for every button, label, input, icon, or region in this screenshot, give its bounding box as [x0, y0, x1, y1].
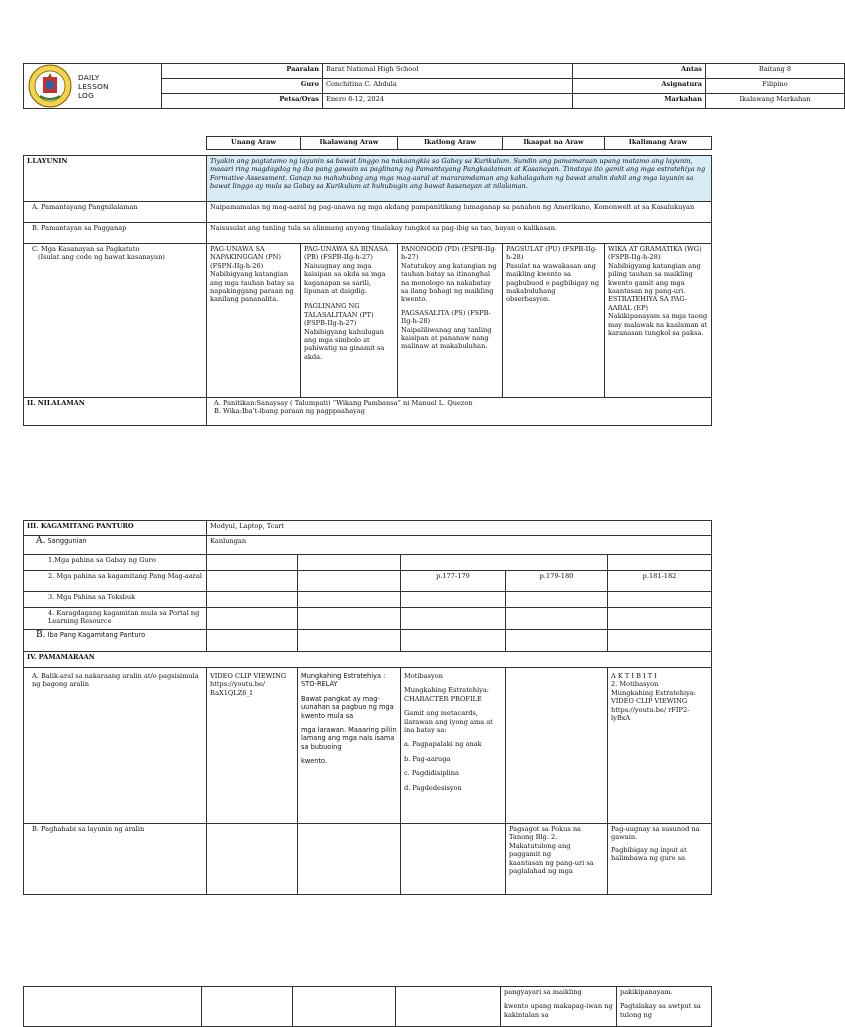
karagdagang-d1 — [207, 608, 298, 630]
teksbuk-d5 — [608, 592, 712, 608]
a-d3-line-5: b. Pag-aaruga — [404, 754, 451, 763]
petsa-label: Petsa/Oras — [162, 94, 323, 109]
main-table-3 — [23, 986, 712, 1027]
kasanayan-sub: (Isulat ang code ng bawat kasanayan) — [38, 253, 165, 262]
pangnilalaman-text: Naipamamalas ng mag-aaral ng pag-unawa ng mga akdang pampanitikang lumaganap sa panahon ng Amerikano, Komonwelt at sa Kasalukuyan — [207, 202, 712, 223]
gabay-d5 — [608, 555, 712, 571]
day-header-3: Ikatlong Araw — [398, 137, 503, 150]
a-d3-line-1: Motibasyon — [404, 672, 443, 680]
nilalaman-a: A. Panitikan:Sanaysay ( Talumpati) “Wikang Pambansa” ni Manuel L. Quezon — [214, 399, 473, 407]
deped-seal-icon — [28, 64, 72, 108]
kasanayan-d4-text: Pasulat na wawakasan ang maikling kwento sa pagbubuod o pagbibigay ng makabuluhang obserbasyon. — [506, 261, 600, 304]
kasanayan-d5-code-2: ESTRATEHIYA SA PAG-AARAL (EP) — [608, 295, 687, 312]
antas-label: Antas — [573, 64, 706, 79]
iba-text: Iba Pang Kagamitang Panturo — [47, 631, 146, 639]
karagdagang-d2 — [298, 608, 401, 630]
kasanayan-d5-code-1: WIKA AT GRAMATIKA (WG) (FSPB-IIg-h-28) — [608, 245, 702, 262]
day-header-4: Ikaapat na Araw — [503, 137, 605, 150]
iba-letter: B. — [36, 630, 46, 640]
cont-d4 — [501, 987, 617, 1027]
gabay-d1 — [207, 555, 298, 571]
main-table-2 — [23, 520, 712, 895]
nilalaman-text — [207, 398, 712, 426]
a-d3-line-3: Gamit ang metacards, ilarawan ang iyong ama at ina batay sa: — [404, 709, 493, 735]
balik-aral-d2 — [298, 668, 401, 824]
balik-aral-d3 — [401, 668, 506, 824]
a-d3-line-4: a. Pagpapalaki ng anak — [404, 740, 482, 749]
b-d4-line-2: Makatutulong ang paggamit ng — [509, 841, 571, 859]
balik-aral-label: A. Balik-aral sa nakaraang aralin at/o pagsisimula ng bagong aralin — [24, 668, 207, 824]
iba-d1 — [207, 630, 298, 652]
a-d5-line-2: 2. Motibasyon — [611, 680, 659, 689]
gabay-d2 — [298, 555, 401, 571]
header-table — [23, 63, 845, 109]
kasanayan-d5-text-2: Nakikipanayam sa mga taong may malawak na kaalaman at karanasan tungkol sa paksa. — [608, 312, 708, 338]
nilalaman-label: II. NILALAMAN — [24, 398, 207, 426]
paghahabi-d5 — [608, 824, 712, 895]
kasanayan-d2-text-1: Naiuugnay ang mga kaisipan sa akda sa mga kaganapan sa sarili, lipunan at daigdig. — [304, 261, 386, 296]
logo-line-1: DAILY — [78, 72, 100, 82]
teksbuk-d1 — [207, 592, 298, 608]
logo-line-3: LOG — [78, 90, 94, 100]
c-d4-line-2: kwento upang makapag-iwan ng kakintalan sa — [504, 1002, 613, 1019]
a-d3-line-7: d. Pagdedesisyon — [404, 783, 462, 792]
gabay-label: 1.Mga pahina sa Gabay ng Guro — [24, 555, 207, 571]
pagganap-text: Naisusulat ang tanling tula sa alinmang anyong tinalakay tungkol sa pag-ibig sa tao, bayan o kalikasan. — [207, 223, 712, 244]
teksbuk-label: 3. Mga Pahina sa Teksbuk — [24, 592, 207, 608]
kagamitang-d5: p.181-182 — [608, 571, 712, 592]
paghahabi-d4 — [506, 824, 608, 895]
a-d5-line-3: Mungkahing Estratehiya: VIDEO CLIP VIEWING https://youtu.be/ rFIP2-lyBxA — [611, 688, 697, 723]
kagamitan-value: Modyul, Laptop, Tcart — [207, 521, 712, 536]
kasanayan-d3-text-1: Natutukoy ang katangian ng tauhan batay sa itinanghal na monologo na nakabatay sa ilang bahagi ng maikling kwento. — [401, 261, 497, 304]
c-d5-line-2: Pagtalakay sa awtput sa tulong ng — [620, 1002, 701, 1019]
c-d4-line-1: pangyayari sa maikling — [504, 988, 582, 996]
teksbuk-d2 — [298, 592, 401, 608]
markahan-label: Markahan — [573, 94, 706, 109]
sanggunian-text: Sanggunian — [47, 537, 87, 545]
kagamitang-d1 — [207, 571, 298, 592]
cont-d2 — [293, 987, 396, 1027]
iba-d4 — [506, 630, 608, 652]
iba-d5 — [608, 630, 712, 652]
objectives-table — [206, 136, 712, 150]
karagdagang-d5 — [608, 608, 712, 630]
kasanayan-day3 — [398, 244, 503, 398]
kasanayan-d3-code-1: PANONOOD (PD) (FSPB-IIg-h-27) — [401, 245, 497, 262]
nilalaman-b: B. Wika:Iba't-ibang paraan ng pagppaahayag — [214, 407, 366, 416]
paghahabi-d2 — [298, 824, 401, 895]
kasanayan-d4-code: PAGSULAT (PU) (FSPB-IIg-h-28) — [506, 245, 598, 262]
pagganap-label: B. Pamantayan sa Pagganap — [24, 223, 207, 244]
day-header-5: Ikalimang Araw — [605, 137, 712, 150]
sanggunian-value: Kanlungan — [207, 536, 712, 555]
day-header-1: Unang Araw — [207, 137, 301, 150]
paghahabi-label: B. Paghahabi sa layunin ng aralin — [24, 824, 207, 895]
iba-d2 — [298, 630, 401, 652]
c-d5-line-1: pakikipanayam. — [620, 988, 673, 996]
iba-d3 — [401, 630, 506, 652]
kagamitang-label: 2. Mga pahina sa kagamitang Pang Mag-aaral — [24, 571, 207, 592]
layunin-text: Tiyakin ang pagtatamo ng layunin sa bawat linggo na nakaangkla sa Gabay sa Kurikulum. Sundin ang pamamaraan upang matamo ang layunin, maaari ring magdagdag ng iba pang gawain sa paglinang ng Pamantayang Pangkaalaman at Kasanayan. Tinataya ito gamit ang mga estratehiya ng Formative Assessment. Ganap na mahuhubog ang mga mag-aaral at mararamdaman ang kahalagahan ng bawat aralin dahil ang mga layunin sa bawat linggo ay mula sa Gabay sa Kurikulum at huhubugin ang bawat kasanayan at nilalaman. — [207, 156, 712, 202]
asignatura-value: Filipino — [706, 79, 845, 94]
kagamitang-d3: p.177-179 — [401, 571, 506, 592]
b-d4-line-1: Pagsagot sa Pokus na Tanong Blg. 2. — [509, 825, 581, 842]
kasanayan-d2-code-1: PAG-UNAWA SA BINASA (PB) (FSPB-IIg-h-27) — [304, 245, 388, 262]
kasanayan-label — [24, 244, 207, 398]
petsa-value: Enero 8-12, 2024 — [323, 94, 573, 109]
kasanayan-d5-text-1: Nabibigyang katangian ang piling tauhan sa maikling kwento gamit ang mga kaantasan ng pang-uri. — [608, 261, 701, 296]
iba-label — [24, 630, 207, 652]
balik-aral-d1: VIDEO CLIP VIEWING https://youtu.be/ RaX1QLZ6_I — [207, 668, 298, 824]
logo-cell — [24, 64, 162, 109]
balik-aral-d5 — [608, 668, 712, 824]
kasanayan-d1-text: Nabibigyang katangian ang mga tauhan batay sa napakinggang paraan ng kanilang pananalita. — [210, 270, 295, 304]
paaralan-value: Barat National High School — [323, 64, 573, 79]
cont-d3 — [396, 987, 501, 1027]
b-d5-line-2: Pagbibigay ng input at halimbawa ng guro sa — [611, 845, 687, 863]
b-d5-line-1: Pag-uugnay sa susunod na gawain. — [611, 825, 700, 842]
teksbuk-d4 — [506, 592, 608, 608]
cont-d5 — [617, 987, 712, 1027]
kagamitan-label: III. KAGAMITANG PANTURO — [24, 521, 207, 536]
day-header-2: Ikalawang Araw — [301, 137, 398, 150]
kagamitang-d4: p.179-180 — [506, 571, 608, 592]
a-d2-line-2: Bawat pangkat ay mag-uunahan sa pagbuo ng mga kwento mula sa — [301, 694, 394, 720]
markahan-value: Ikalawang Markahan — [706, 94, 845, 109]
main-table-1 — [23, 155, 712, 426]
sanggunian-label — [24, 536, 207, 555]
daily-lesson-log-title — [78, 73, 109, 100]
paghahabi-d1 — [207, 824, 298, 895]
karagdagang-d4 — [506, 608, 608, 630]
gabay-d3 — [401, 555, 608, 571]
guro-value: Conchitina C. Abdula — [323, 79, 573, 94]
kasanayan-d2-code-2: PAGLINANG NG TALASALITAAN (PT) (FSPB-IIg-h-27) — [304, 302, 374, 328]
balik-aral-d4 — [506, 668, 608, 824]
antas-value: Baitang 8 — [706, 64, 845, 79]
sanggunian-letter: A. — [36, 536, 46, 546]
layunin-label: I.LAYUNIN — [24, 156, 207, 202]
kasanayan-day4 — [503, 244, 605, 398]
a-d3-line-2: Mungkahing Estratehiya: CHARACTER PROFILE — [404, 686, 490, 703]
b-d4-line-3: kaantasan ng pang-uri sa paglalahad ng mga — [509, 858, 594, 876]
paghahabi-d3 — [401, 824, 506, 895]
kasanayan-d3-text-2: Naipaliliwanag ang tanling kaisipan at pananaw nang malinaw at makabuluhan. — [401, 325, 492, 351]
kasanayan-d2-text-2: Nabibigyang kahulugan ang mga simbolo at pahiwatig na ginamit sa akda. — [304, 327, 385, 361]
a-d2-line-1: Mungkahing Estratehiya : STO-RELAY — [301, 672, 386, 689]
kasanayan-d1-code: PAG-UNAWA SA NAPAKINGGAN (PN) (FSPN-IIg-h-26) — [210, 245, 281, 270]
karagdagang-label: 4. Karagdagang kagamitan mula sa Portal ng Learning Resource — [24, 608, 207, 630]
asignatura-label: Asignatura — [573, 79, 706, 94]
cont-d1 — [202, 987, 293, 1027]
a-d2-line-4: kwento. — [301, 757, 328, 766]
a-d5-line-1: A K T I B I T I — [611, 672, 657, 680]
cont-label — [24, 987, 202, 1027]
a-d2-line-3: mga larawan. Maaaring piliin lamang ang mga nais isama sa bubuoing — [301, 726, 397, 751]
kasanayan-day1 — [207, 244, 301, 398]
kasanayan-title: C. Mga Kasanayan sa Pagkatuto — [32, 245, 140, 253]
kagamitang-d2 — [298, 571, 401, 592]
paaralan-label: Paaralan — [162, 64, 323, 79]
logo-line-2: LESSON — [78, 81, 109, 91]
kasanayan-day2 — [301, 244, 398, 398]
karagdagang-d3 — [401, 608, 506, 630]
teksbuk-d3 — [401, 592, 506, 608]
kasanayan-d3-code-2: PAGSASALITA (PS) (FSPB-IIg-h-28) — [401, 308, 491, 326]
pangnilalaman-label: A. Pamantayang Pangnilalaman — [24, 202, 207, 223]
guro-label: Guro — [162, 79, 323, 94]
a-d3-line-6: c. Pagdidisiplina — [404, 769, 459, 778]
kasanayan-day5 — [605, 244, 712, 398]
pamamaraan-label: IV. PAMAMARAAN — [24, 652, 712, 668]
